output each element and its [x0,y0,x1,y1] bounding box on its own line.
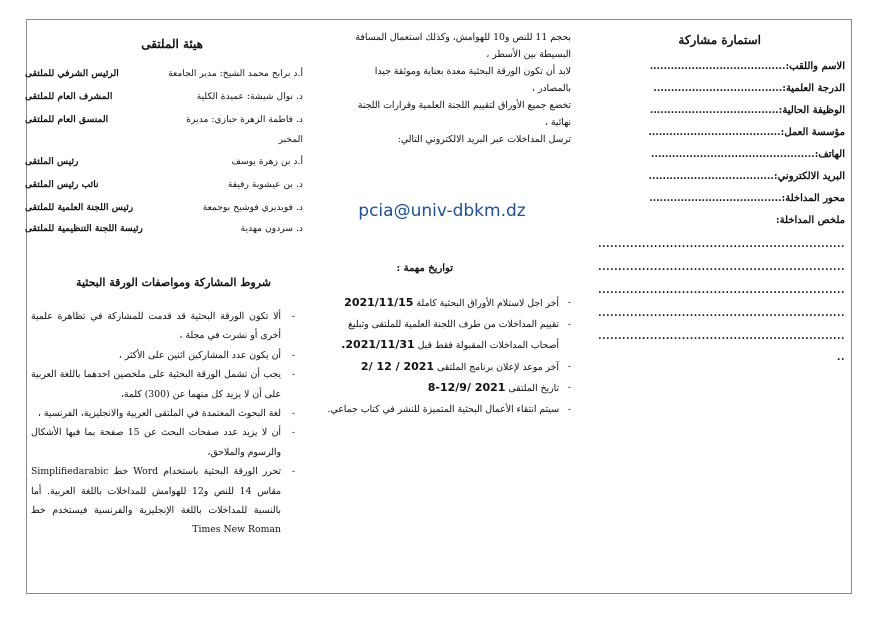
date-value: 2021/11/15 [344,296,414,309]
text-line: تخضع جميع الأوراق لتقييم اللجنة العلمية وقرارات اللجنة [357,100,571,111]
date-item: - آخر موعد لإعلان برنامج الملتقى 2021 / 12 /2 [319,357,559,379]
contact-email-link[interactable]: pcia@univ-dbkm.dz [358,201,526,221]
form-field-phone: الهاتف:............................................... [651,149,845,160]
condition-item: - تحرر الورقة البحثية باستخدام Word خط Simplifiedarabic مقاس 14 للنص و12 للهوامش للمداخلات باللغة العربية. أما بالنسبة للمداخلات باللغة الإنجليزية والفرنسية فيستخدم خط Times New Roman [31,462,281,540]
committee-member: أ.د بن زهرة يوسف رئيس الملتقى [25,156,303,167]
form-field-position: الوظيفة الحالية:..................................... [649,105,845,116]
guidelines-continued [319,29,571,148]
committee-title: هيئة الملتقى [141,37,203,51]
conditions-list [31,307,281,540]
date-item: - أخر اجل لاستلام الأوراق البحثية كاملة 2021/11/15 [319,293,559,315]
form-field-email: البريد الالكتروني:.................................... [648,171,845,182]
date-item-continued: أصحاب المداخلات المقبولة فقط قبل 2021/11/31. [341,338,559,351]
condition-item: - أن لا يزيد عدد صفحات البحث عن 15 صفحة بما فيها الأشكال والرسوم والملاحق، [31,423,281,462]
date-item: - تاريخ الملتقى 2021 /12/9-8 [319,378,559,400]
form-field-degree: الدرجة العلمية:..................................... [653,83,845,94]
condition-item: - أن يكون عدد المشاركين اثنين على الأكثر ، [31,346,281,365]
text-line: ترسل المداخلات عبر البريد الالكتروني التالي: [397,134,571,145]
text-line: لابد أن تكون الورقة البحثية معدة بعناية وموثقة جيدا [374,66,571,77]
form-field-institution: مؤسسة العمل:...................................... [648,127,845,138]
text-line: بالمصادر ، [531,83,571,94]
date-item: - سيتم انتقاء الأعمال البحثية المتميزة للنشر في كتاب جماعي. [319,400,559,421]
blank-line: .............................................................. [598,239,845,250]
brochure-sheet [26,19,852,594]
form-field-name: الاسم واللقب:....................................... [649,61,845,72]
condition-item: - ألا تكون الورقة البحثية قد قدمت للمشاركة في تظاهرة علمية أخرى أو نشرت في مجلة ، [31,307,281,346]
blank-line: .............................................................. [598,285,845,296]
committee-member: د. بن عيشوبة رفيقة نائب رئيس الملتقى [25,179,303,190]
blank-line: .. [837,352,845,363]
form-field-abstract: ملخص المداخلة: [775,215,845,226]
date-value: 2021/11/31. [341,338,415,351]
committee-member: د. فويديري فوشيح بوجمعة رئيس اللجنة العلمية للملتقى [25,202,303,213]
blank-line: .............................................................. [598,331,845,342]
committee-member: د. فاطمة الزهرة حبازي: مديرة المنسق العام للملتقى [25,114,303,125]
committee-member: أ.د برابح محمد الشيخ: مدير الجامعة الرئيس الشرفي للملتقى [25,68,303,79]
important-dates-list [319,293,559,420]
participation-form [598,20,851,593]
conditions-title: شروط المشاركة ومواصفات الورقة البحثية [76,276,271,289]
middle-column [309,20,571,593]
condition-item: - يجب أن تشمل الورقة البحثية على ملخصين احدهما باللغة العربية على أن لا يزيد كل منهما عن (300) كلمة، [31,365,281,404]
committee-member: المخبر [278,134,303,145]
date-value: 2021 / 12 /2 [360,359,435,373]
left-column [25,20,303,593]
date-value: 2021 /12/9-8 [427,381,506,394]
text-line: البسيطة بين الأسطر ، [486,49,571,60]
important-dates-title: تواريخ مهمة : [396,263,453,274]
text-line: بحجم 11 للنص و10 للهوامش، وكذلك استعمال المسافة [355,32,571,43]
form-title: استمارة مشاركة [678,33,761,47]
date-item: - تقييم المداخلات من طرف اللجنة العلمية للملتقى وتبليغ [319,315,559,336]
text-line: نهائية ، [544,117,571,128]
form-field-axis: محور المداخلة:...................................... [649,193,845,204]
committee-member: د. سردون مهدية رئيسة اللجنة التنظيمية للملتقى [25,223,303,234]
blank-line: .............................................................. [598,308,845,319]
blank-line: .............................................................. [598,262,845,273]
condition-item: - لغة البحوث المعتمدة في الملتقى العربية والانجليزية، الفرنسية ، [31,404,281,423]
committee-member: د. نوال شيشة: عميدة الكلية المشرف العام للملتقى [25,91,303,102]
